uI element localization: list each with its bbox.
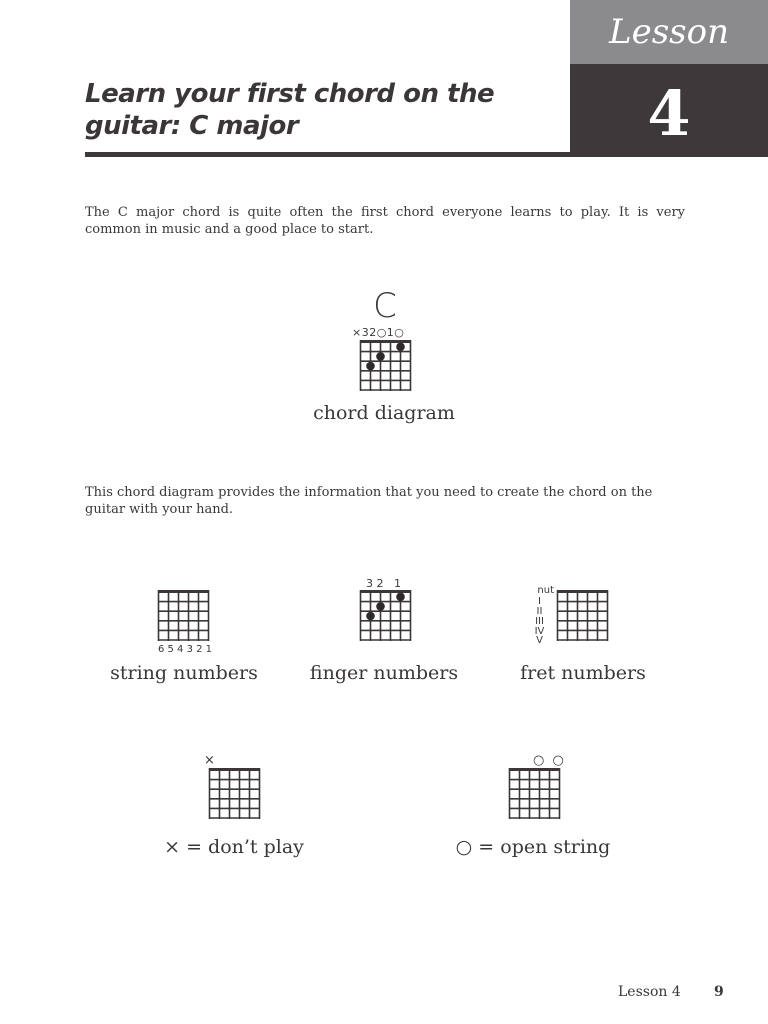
explanation-line1: This chord diagram provides the information that you need to create the chord on the [85,485,653,500]
page-title-line2: guitar: C major [85,111,299,141]
nut-bar [360,340,411,343]
finger-dot [366,362,375,371]
nut-bar [509,768,560,771]
footer-lesson: Lesson 4 [618,984,681,1000]
page-title-line1: Learn your first chord on the [85,79,495,109]
intro-paragraph [85,204,685,238]
string-number-labels: 6 5 4 3 2 1 [157,644,213,655]
chord-grid-c-major [360,340,411,392]
title-rule [85,152,768,157]
explanation-paragraph [85,484,685,518]
fret-label-2: II [536,606,543,617]
dont-play-caption: × = don’t play [164,836,304,858]
fret-label-3: III [535,616,544,627]
lesson-number: 4 [647,77,691,150]
chord-grid-finger-numbers [360,590,411,642]
chord-grid-fret-numbers [557,590,608,642]
string-numbers-caption: string numbers [110,662,258,684]
chord-name: C [373,286,397,326]
intro-line2: common in music and a good place to start. [85,222,374,237]
chord-grid-string-numbers [158,590,209,642]
lesson-label: Lesson [609,12,729,52]
chord-diagram-caption: chord diagram [313,402,455,424]
fret-label-1: I [538,596,541,607]
finger-dot [396,593,405,602]
finger-numbers-caption: finger numbers [309,662,459,684]
string-markers: ×32○1○ [352,326,405,339]
nut-bar [158,590,209,593]
chord-grid-open-string [509,768,560,820]
finger-number-labels: 3 2 1 [366,577,401,590]
x-marker-icon: × [204,753,215,768]
fret-label-5: V [536,635,543,646]
nut-bar [360,590,411,593]
page-number: 9 [714,984,724,1000]
open-string-markers-icon: ○ ○ [533,753,566,768]
explanation-line2: guitar with your hand. [85,502,234,517]
nut-bar [557,590,608,593]
fret-numbers-caption: fret numbers [520,662,646,684]
finger-dot [376,352,385,361]
page-title [85,78,565,142]
chord-grid-dont-play [209,768,260,820]
finger-dot [376,602,385,611]
open-string-caption: ○ = open string [455,836,611,858]
finger-dot [366,612,375,621]
finger-dot [396,343,405,352]
fret-label-nut: nut [537,585,554,596]
intro-line1: The C major chord is quite often the first chord everyone learns to play. It is very [85,205,685,220]
fret-label-4: IV [534,626,545,637]
nut-bar [209,768,260,771]
